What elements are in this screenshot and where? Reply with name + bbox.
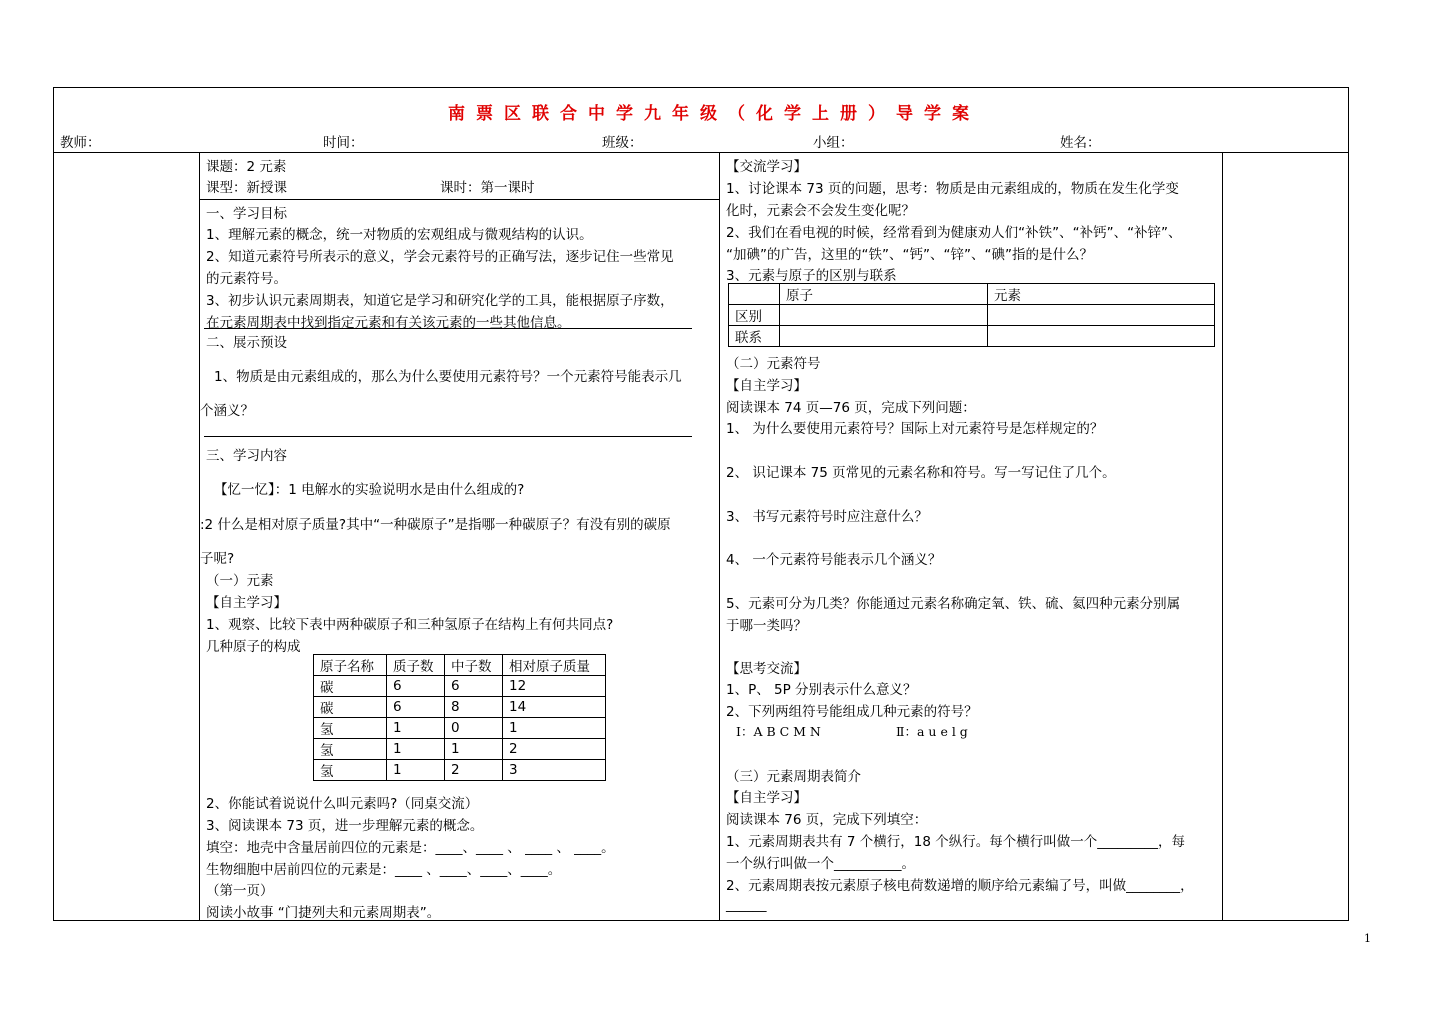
- symbol-q5b: 于哪一类吗？: [726, 618, 807, 634]
- symbol-q5a: 5、元素可分为几类？你能通过元素名称确定氧、铁、硫、氦四种元素分别属: [726, 596, 1181, 612]
- table-cell: 6: [445, 676, 503, 697]
- page-one-note: （第一页）: [206, 883, 274, 899]
- symbol-q1: 1、 为什么要使用元素符号？国际上对元素符号是怎样规定的？: [726, 421, 1104, 437]
- table-row: [314, 676, 606, 697]
- lesson-topic: 课题：2 元素: [206, 159, 287, 175]
- periodic-fill-1a: 1、元素周期表共有 7 个横行，18 个纵行。每个横行叫做一个_________，每: [726, 834, 1185, 850]
- time-label: 时间：: [323, 135, 364, 151]
- subsection-symbol: （二）元素符号: [726, 356, 821, 372]
- recall-2b: 子呢?: [200, 551, 235, 567]
- group-label: 小组：: [813, 135, 854, 151]
- table-cell: 区别: [729, 305, 780, 326]
- subsection-periodic: （三）元素周期表简介: [726, 769, 861, 785]
- table-cell: [780, 305, 988, 326]
- goal-2a: 2、知道元素符号所表示的意义，学会元素符号的正确写法，逐步记住一些常见: [206, 249, 674, 265]
- header-divider: [53, 152, 1349, 153]
- table-cell: 1: [387, 739, 445, 760]
- table-cell: 12: [503, 676, 606, 697]
- topic-divider: [199, 199, 719, 200]
- think-heading: 【思考交流】: [726, 661, 807, 677]
- preview-divider: [204, 436, 692, 437]
- exchange-3: 3、元素与原子的区别与联系: [726, 268, 897, 284]
- goal-3b: 在元素周期表中找到指定元素和有关该元素的一些其他信息。: [206, 315, 571, 331]
- periodic-fill-2b: ______: [726, 897, 767, 913]
- table-cell: 2: [503, 739, 606, 760]
- recall-2a: :2 什么是相对原子质量?其中“一种碳原子”是指哪一种碳原子？有没有别的碳原: [200, 517, 671, 533]
- section-goals: 一、学习目标: [206, 206, 287, 222]
- recall-1: 【忆一忆】：1 电解水的实验说明水是由什么组成的?: [214, 482, 525, 498]
- class-label: 班级：: [602, 135, 643, 151]
- exchange-heading: 【交流学习】: [726, 159, 807, 175]
- question-3: 3、阅读课本 73 页，进一步理解元素的概念。: [206, 818, 484, 834]
- header-cell: 质子数: [387, 655, 445, 676]
- table-cell: [780, 326, 988, 347]
- section-content: 三、学习内容: [206, 448, 287, 464]
- lesson-type: 课型：新授课: [206, 180, 287, 196]
- table-cell: 1: [503, 718, 606, 739]
- table-row: [314, 655, 606, 676]
- table-cell: 1: [387, 760, 445, 781]
- exchange-2a: 2、我们在看电视的时候，经常看到为健康劝人们“补铁”、“补钙”、“补锌”、: [726, 225, 1182, 241]
- table-cell: 2: [445, 760, 503, 781]
- compare-table: [728, 283, 1215, 347]
- header-cell: [729, 284, 780, 305]
- section-preview: 二、展示预设: [206, 335, 287, 351]
- table-row: [729, 284, 1215, 305]
- col-divider-1: [199, 152, 200, 921]
- exchange-1a: 1、讨论课本 73 页的问题，思考：物质是由元素组成的，物质在发生化学变: [726, 181, 1179, 197]
- table-cell: 1: [387, 718, 445, 739]
- header-cell: 原子名称: [314, 655, 387, 676]
- table-cell: 氢: [314, 760, 387, 781]
- think-q1: 1、P、 5P 分别表示什么意义？: [726, 682, 917, 698]
- table-row: [314, 760, 606, 781]
- self-study-1: 【自主学习】: [206, 595, 287, 611]
- goal-3a: 3、初步认识元素周期表，知道它是学习和研究化学的工具，能根据原子序数，: [206, 293, 674, 309]
- periodic-fill-2a: 2、元素周期表按元素原子核电荷数递增的顺序给元素编了号，叫做________，: [726, 878, 1194, 894]
- goals-divider: [204, 328, 692, 329]
- read-pages-2: 阅读课本 74 页—76 页，完成下列问题：: [726, 400, 976, 416]
- table-cell: 氢: [314, 718, 387, 739]
- table-caption: 几种原子的构成: [206, 639, 301, 655]
- table-cell: [988, 326, 1215, 347]
- lesson-period: 课时：第一课时: [440, 180, 535, 196]
- question-2: 2、你能试着说说什么叫元素吗?（同桌交流）: [206, 796, 479, 812]
- teacher-label: 教师：: [60, 135, 101, 151]
- symbol-group-2: Ⅱ：a u e l g: [896, 724, 968, 739]
- read-pages-3: 阅读课本 76 页，完成下列填空：: [726, 812, 928, 828]
- page-number: 1: [1364, 932, 1371, 945]
- exchange-2b: “加碘”的广告，这里的“铁”、“钙”、“锌”、“碘”指的是什么？: [726, 247, 1093, 263]
- preview-q1a: 1、物质是由元素组成的，那么为什么要使用元素符号？一个元素符号能表示几: [214, 369, 682, 385]
- header-cell: 中子数: [445, 655, 503, 676]
- exchange-1b: 化时，元素会不会发生变化呢？: [726, 203, 915, 219]
- table-cell: 6: [387, 697, 445, 718]
- periodic-fill-1b: 一个纵行叫做一个__________。: [726, 856, 915, 872]
- table-row: [729, 326, 1215, 347]
- symbol-q2: 2、 识记课本 75 页常见的元素名称和符号。写一写记住了几个。: [726, 465, 1116, 481]
- table-cell: [988, 305, 1215, 326]
- table-cell: 6: [387, 676, 445, 697]
- table-cell: 碳: [314, 676, 387, 697]
- table-row: [314, 697, 606, 718]
- name-label: 姓名：: [1060, 135, 1101, 151]
- table-cell: 0: [445, 718, 503, 739]
- preview-q1b: 个涵义？: [200, 403, 254, 419]
- atom-table: [313, 654, 606, 781]
- goal-1: 1、理解元素的概念，统一对物质的宏观组成与微观结构的认识。: [206, 227, 593, 243]
- table-row: [314, 739, 606, 760]
- think-q2: 2、下列两组符号能组成几种元素的符号？: [726, 704, 978, 720]
- symbol-q3: 3、 书写元素符号时应注意什么？: [726, 509, 928, 525]
- fill-crust: 填空：地壳中含量居前四位的元素是：____、____ 、 ____ 、 ____。: [206, 840, 615, 856]
- table-cell: 1: [445, 739, 503, 760]
- self-study-2: 【自主学习】: [726, 378, 807, 394]
- table-cell: 8: [445, 697, 503, 718]
- table-row: [729, 305, 1215, 326]
- table-row: [314, 718, 606, 739]
- col-divider-2: [719, 152, 720, 921]
- question-1: 1、观察、比较下表中两种碳原子和三种氢原子在结构上有何共同点?: [206, 617, 614, 633]
- col-divider-3: [1222, 152, 1223, 921]
- symbol-group-1: Ⅰ：A B C M N: [736, 724, 821, 739]
- header-cell: 相对原子质量: [503, 655, 606, 676]
- goal-2b: 的元素符号。: [206, 271, 287, 287]
- table-cell: 3: [503, 760, 606, 781]
- header-cell: 元素: [988, 284, 1215, 305]
- subsection-element: （一）元素: [206, 573, 274, 589]
- symbol-q4: 4、 一个元素符号能表示几个涵义？: [726, 552, 942, 568]
- story-note: 阅读小故事 “门捷列夫和元素周期表”。: [206, 905, 441, 921]
- table-cell: 14: [503, 697, 606, 718]
- header-cell: 原子: [780, 284, 988, 305]
- table-cell: 碳: [314, 697, 387, 718]
- fill-cell: 生物细胞中居前四位的元素是：____ 、____、____、____。: [206, 862, 562, 878]
- self-study-3: 【自主学习】: [726, 790, 807, 806]
- table-cell: 氢: [314, 739, 387, 760]
- page-title: 南票区联合中学九年级（化学上册）导学案: [448, 104, 980, 124]
- table-cell: 联系: [729, 326, 780, 347]
